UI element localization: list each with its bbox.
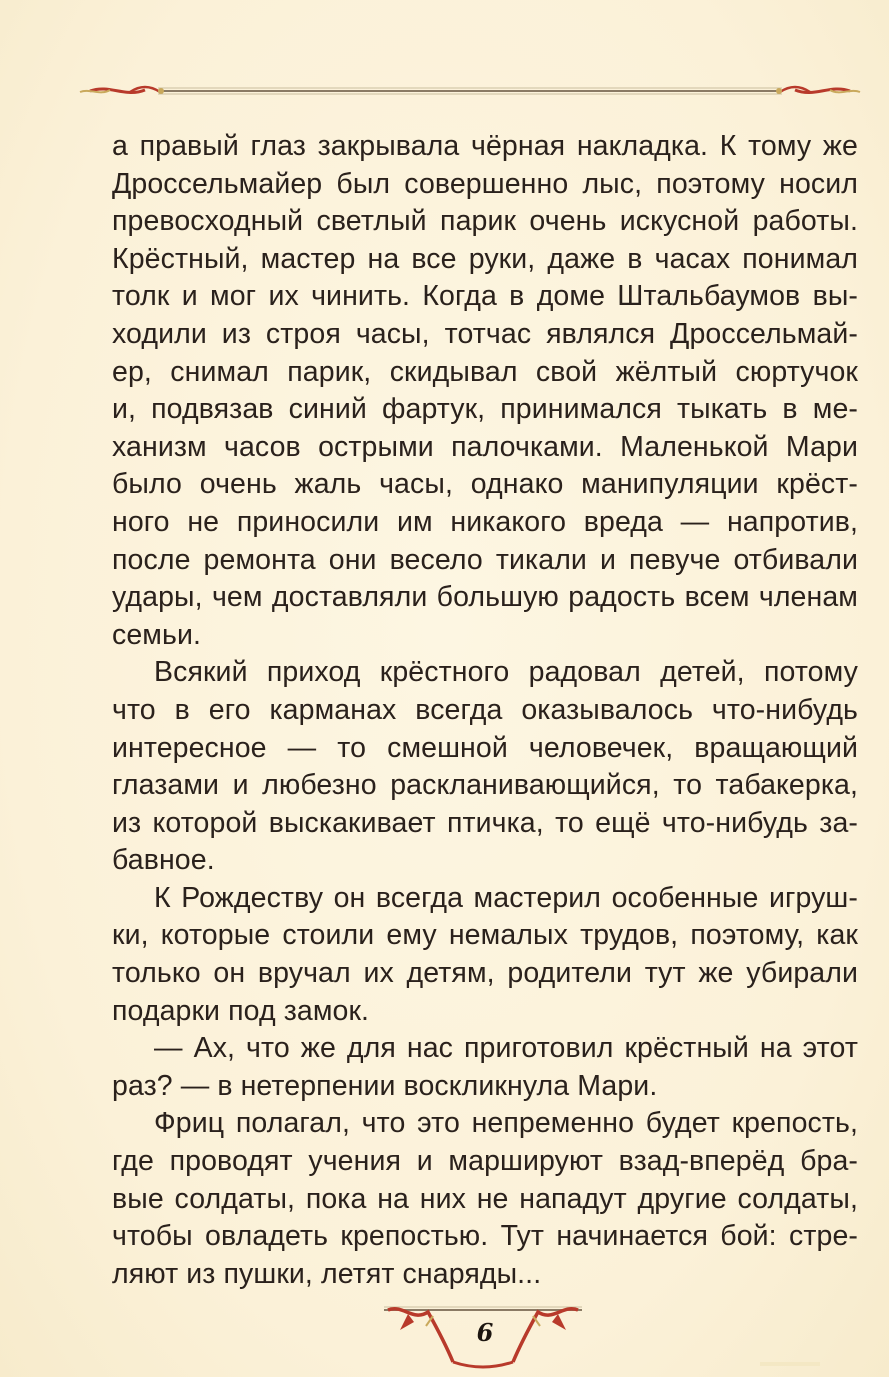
text-line: К Рождеству он всегда мастерил особенные игруш- (154, 881, 858, 914)
text-line: ер, снимал парик, скидывал свой жёлтый сюртучок (112, 355, 858, 388)
text-line: интересное — то смешной человечек, вращающий (112, 731, 858, 764)
text-line: удары, чем доставляли большую радость всем членам (112, 581, 858, 614)
text-line: только он вручал их детям, родители тут же убирали (112, 957, 858, 990)
body-text (112, 128, 858, 1293)
page-number: 6 (476, 1318, 494, 1347)
text-line: толк и мог их чинить. Когда в доме Штальбаумов вы- (112, 280, 858, 313)
text-line: — Ах, что же для нас приготовил крёстный на этот (154, 1032, 858, 1065)
text-line: из которой выскакивает птичка, то ещё что-нибудь за- (112, 806, 858, 839)
text-line: Всякий приход крёстного радовал детей, потому (154, 656, 858, 689)
text-line: превосходный светлый парик очень искусной работы. (112, 205, 858, 238)
text-line: Дроссельмайер был совершенно лыс, поэтому носил (112, 167, 858, 200)
text-line: где проводят учения и маршируют взад-вперёд бра- (112, 1145, 858, 1178)
text-line: Фриц полагал, что это непременно будет крепость, (154, 1107, 858, 1140)
text-line: раз? — в нетерпении воскликнула Мари. (112, 1069, 658, 1102)
top-ornament-rule (70, 78, 870, 104)
text-line: семьи. (112, 618, 201, 651)
text-line: что в его карманах всегда оказывалось что-нибудь (112, 693, 858, 726)
text-line: и, подвязав синий фартук, принимался тыкать в ме- (112, 393, 858, 426)
text-line: ляют из пушки, летят снаряды... (112, 1257, 542, 1290)
text-line: а правый глаз закрывала чёрная накладка. К тому же (112, 130, 858, 162)
text-line: глазами и любезно раскланивающийся, то табакерка, (112, 769, 858, 802)
text-line: было очень жаль часы, однако манипуляции крёст- (112, 468, 858, 501)
text-line: подарки под замок. (112, 994, 370, 1027)
text-line: после ремонта они весело тикали и певуче отбивали (112, 543, 858, 576)
text-line: вые солдаты, пока на них не нападут другие солдаты, (112, 1182, 858, 1215)
text-line: ханизм часов острыми палочками. Маленькой Мари (112, 430, 858, 463)
text-line: бавное. (112, 844, 215, 877)
text-line: чтобы овладеть крепостью. Тут начинается бой: стре- (112, 1220, 858, 1253)
text-line: ки, которые стоили ему немалых трудов, поэтому, как (112, 919, 858, 952)
text-line: ного не приносили им никакого вреда — напротив, (112, 505, 858, 538)
text-line: ходили из строя часы, тотчас являлся Дроссельмай- (112, 317, 858, 350)
text-line: Крёстный, мастер на все руки, даже в часах понимал (112, 242, 858, 275)
corner-mark (760, 1362, 820, 1366)
